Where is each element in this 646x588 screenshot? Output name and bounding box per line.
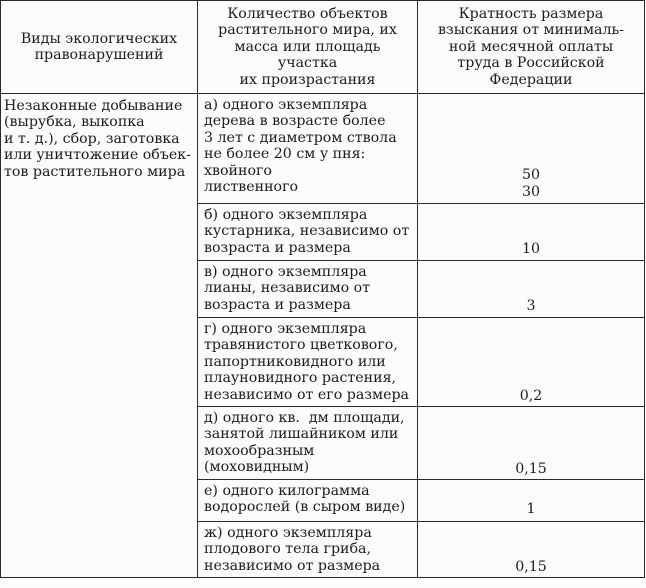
category-line: Незаконные добывание xyxy=(4,98,183,114)
header-line: масса или площадь участка xyxy=(234,38,381,72)
fine-multiplier-cell xyxy=(418,407,645,480)
fine-multiplier-cell xyxy=(418,480,645,522)
header-row xyxy=(1,1,645,94)
tree-type-deciduous: лиственного xyxy=(204,179,299,196)
description-line: мохообразным xyxy=(204,442,315,459)
category-line: тов растительного мира xyxy=(4,163,186,180)
description-line: д) одного кв. дм площади, xyxy=(204,410,405,426)
description-line: возраста и размера xyxy=(204,239,351,256)
description-line: не более 20 см у пня: xyxy=(204,146,366,163)
description-line: е) одного килограмма xyxy=(204,483,370,499)
object-description xyxy=(198,261,418,318)
header-line: Количество объектов xyxy=(227,5,388,22)
description-line: плауновидного растения, xyxy=(204,370,397,387)
description-line: занятой лишайником или xyxy=(204,426,399,443)
description-line: в) одного экземпляра xyxy=(204,264,367,280)
fine-value: 0,2 xyxy=(519,387,543,404)
description-line: а) одного экземпляра xyxy=(204,97,368,113)
category-line: и т. д.), сбор, заготовка xyxy=(4,130,180,147)
description-line: (моховидным) xyxy=(204,459,310,476)
description-line: ж) одного экземпляра xyxy=(204,525,372,541)
description-line: лианы, независимо от xyxy=(204,280,371,297)
header-line: ной месячной оплаты xyxy=(448,38,614,55)
description-line: водорослей (в сыром виде) xyxy=(204,499,406,516)
fine-value: 10 xyxy=(521,240,541,257)
description-line: г) одного экземпляра xyxy=(204,321,367,337)
description-line: б) одного экземпляра xyxy=(204,207,368,223)
description-line: независимо от его размера xyxy=(204,386,410,403)
object-description xyxy=(198,94,418,204)
description-line: возраста и размера xyxy=(204,296,351,313)
header-line: труда в Российской xyxy=(457,55,605,72)
violation-category xyxy=(1,94,198,578)
description-line: 3 лет с диаметром ствола xyxy=(204,129,397,146)
description-line: плодового тела гриба, xyxy=(204,541,372,558)
header-line: их произрастания xyxy=(239,71,376,88)
fine-value: 50 xyxy=(521,167,541,184)
description-line: кустарника, независимо от xyxy=(204,223,410,240)
category-line: (вырубка, выкопка xyxy=(4,114,145,131)
fine-value: 1 xyxy=(526,500,536,517)
description-line: папортниковидного или xyxy=(204,353,386,370)
fine-multiplier-cell xyxy=(418,94,645,204)
header-violation-type xyxy=(1,1,198,94)
fine-multiplier-cell xyxy=(418,318,645,407)
object-description xyxy=(198,204,418,261)
header-line: Федерации xyxy=(489,71,573,88)
header-line: правонарушений xyxy=(34,47,164,63)
fine-multiplier-cell xyxy=(418,261,645,318)
description-line: травянистого цветкового, xyxy=(204,337,398,354)
header-fine-multiplier xyxy=(418,1,645,94)
fine-multiplier-cell xyxy=(418,204,645,261)
fine-multiplier-cell xyxy=(418,522,645,578)
object-description xyxy=(198,522,418,578)
description-line: независимо от размера xyxy=(204,557,381,574)
fine-value: 3 xyxy=(526,297,536,314)
header-line: взыскания от минималь- xyxy=(438,22,624,39)
tree-type-coniferous: хвойного xyxy=(204,162,272,179)
fine-value: 0,15 xyxy=(515,460,547,477)
description-line: дерева в возрасте более xyxy=(204,113,386,130)
fine-value: 0,15 xyxy=(515,558,547,575)
object-description xyxy=(198,480,418,522)
object-description xyxy=(198,318,418,407)
header-line: Кратность размера xyxy=(458,5,604,22)
object-description xyxy=(198,407,418,480)
header-line: растительного мира, их xyxy=(218,22,397,39)
category-line: или уничтожение объек- xyxy=(4,147,191,164)
table-row xyxy=(1,94,645,204)
header-object-quantity xyxy=(198,1,418,94)
fine-value: 30 xyxy=(521,183,541,200)
header-line: Виды экологических xyxy=(20,30,178,47)
